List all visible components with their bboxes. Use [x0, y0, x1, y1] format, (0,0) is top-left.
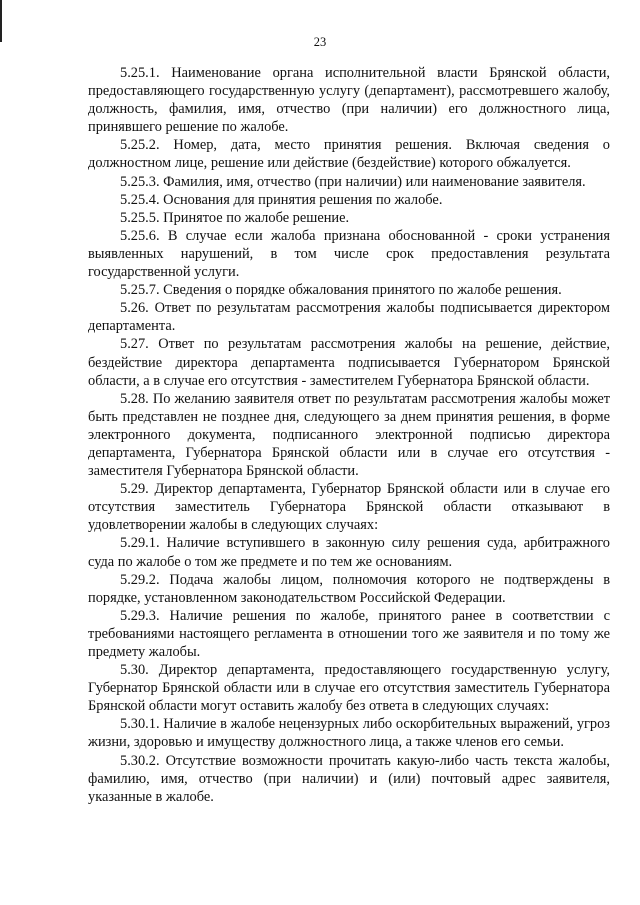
paragraph-5-25-4: 5.25.4. Основания для принятия решения по жалобе. — [120, 191, 443, 208]
paragraph-5-25-7: 5.25.7. Сведения о порядке обжалования принятого по жалобе решения. — [120, 282, 562, 299]
paragraph-5-29-2: 5.29.2. Подача жалобы лицом, полномочия которого не подтверждены в порядке, установленном законодательством Российской Федерации. — [88, 571, 610, 606]
document-body — [88, 64, 610, 806]
paragraph-5-25-6: 5.25.6. В случае если жалоба признана обоснованной - сроки устранения выявленных нарушений, в том числе срок предоставления результата государственной услуги. — [88, 227, 610, 281]
paragraph-5-28: 5.28. По желанию заявителя ответ по результатам рассмотрения жалобы может быть представлен не позднее дня, следующего за днем принятия решения, в форме электронного документа, подписанного электронной подписью директора департамента, Губернатора Брянской области или в случае его отсутствия - заместителя Губернатора Брянской области. — [88, 390, 610, 480]
paragraph-5-29: 5.29. Директор департамента, Губернатор Брянской области или в случае его отсутствия заместитель Губернатора Брянской области отказывают в удовлетворении жалобы в следующих случаях: — [88, 481, 610, 534]
paragraph-5-30-1: 5.30.1. Наличие в жалобе нецензурных либо оскорбительных выражений, угроз жизни, здоровью и имуществу должностного лица, а также членов его семьи. — [88, 716, 610, 751]
paragraph-5-30-2: 5.30.2. Отсутствие возможности прочитать какую-либо часть текста жалобы, фамилию, имя, отчество (при наличии) и (или) почтовый адрес заявителя, указанные в жалобе. — [88, 752, 610, 805]
paragraph-5-25-5: 5.25.5. Принятое по жалобе решение. — [120, 209, 350, 226]
paragraph-5-25-3: 5.25.3. Фамилия, имя, отчество (при наличии) или наименование заявителя. — [120, 173, 586, 190]
paragraph-5-25-1: 5.25.1. Наименование органа исполнительной власти Брянской области, предоставляющего государственную услугу (департамент), рассмотревшего жалобу, должность, фамилия, имя, отчество (при наличии) его должностного лица, принявшего решение по жалобе. — [88, 65, 610, 136]
page-number: 23 — [313, 35, 327, 49]
paragraph-5-26: 5.26. Ответ по результатам рассмотрения жалобы подписывается директором департамента. — [88, 300, 610, 335]
paragraph-5-29-1: 5.29.1. Наличие вступившего в законную силу решения суда, арбитражного суда по жалобе о том же предмете и по тем же основаниям. — [88, 535, 610, 570]
paragraph-5-27: 5.27. Ответ по результатам рассмотрения жалобы на решение, действие, бездействие директора департамента подписывается Губернатором Брянской области, а в случае его отсутствия - заместителем Губернатора Брянской области. — [88, 336, 610, 389]
paragraph-5-25-2: 5.25.2. Номер, дата, место принятия решения. Включая сведения о должностном лице, решение или действие (бездействие) которого обжалуется. — [88, 137, 610, 172]
paragraph-5-29-3: 5.29.3. Наличие решения по жалобе, принятого ранее в соответствии с требованиями настоящего регламента в отношении того же заявителя и по тому же предмету жалобы. — [88, 607, 610, 660]
paragraph-5-30: 5.30. Директор департамента, предоставляющего государственную услугу, Губернатор Брянской области или в случае его отсутствия заместитель Губернатора Брянской области могут оставить жалобу без ответа в следующих случаях: — [88, 662, 610, 715]
